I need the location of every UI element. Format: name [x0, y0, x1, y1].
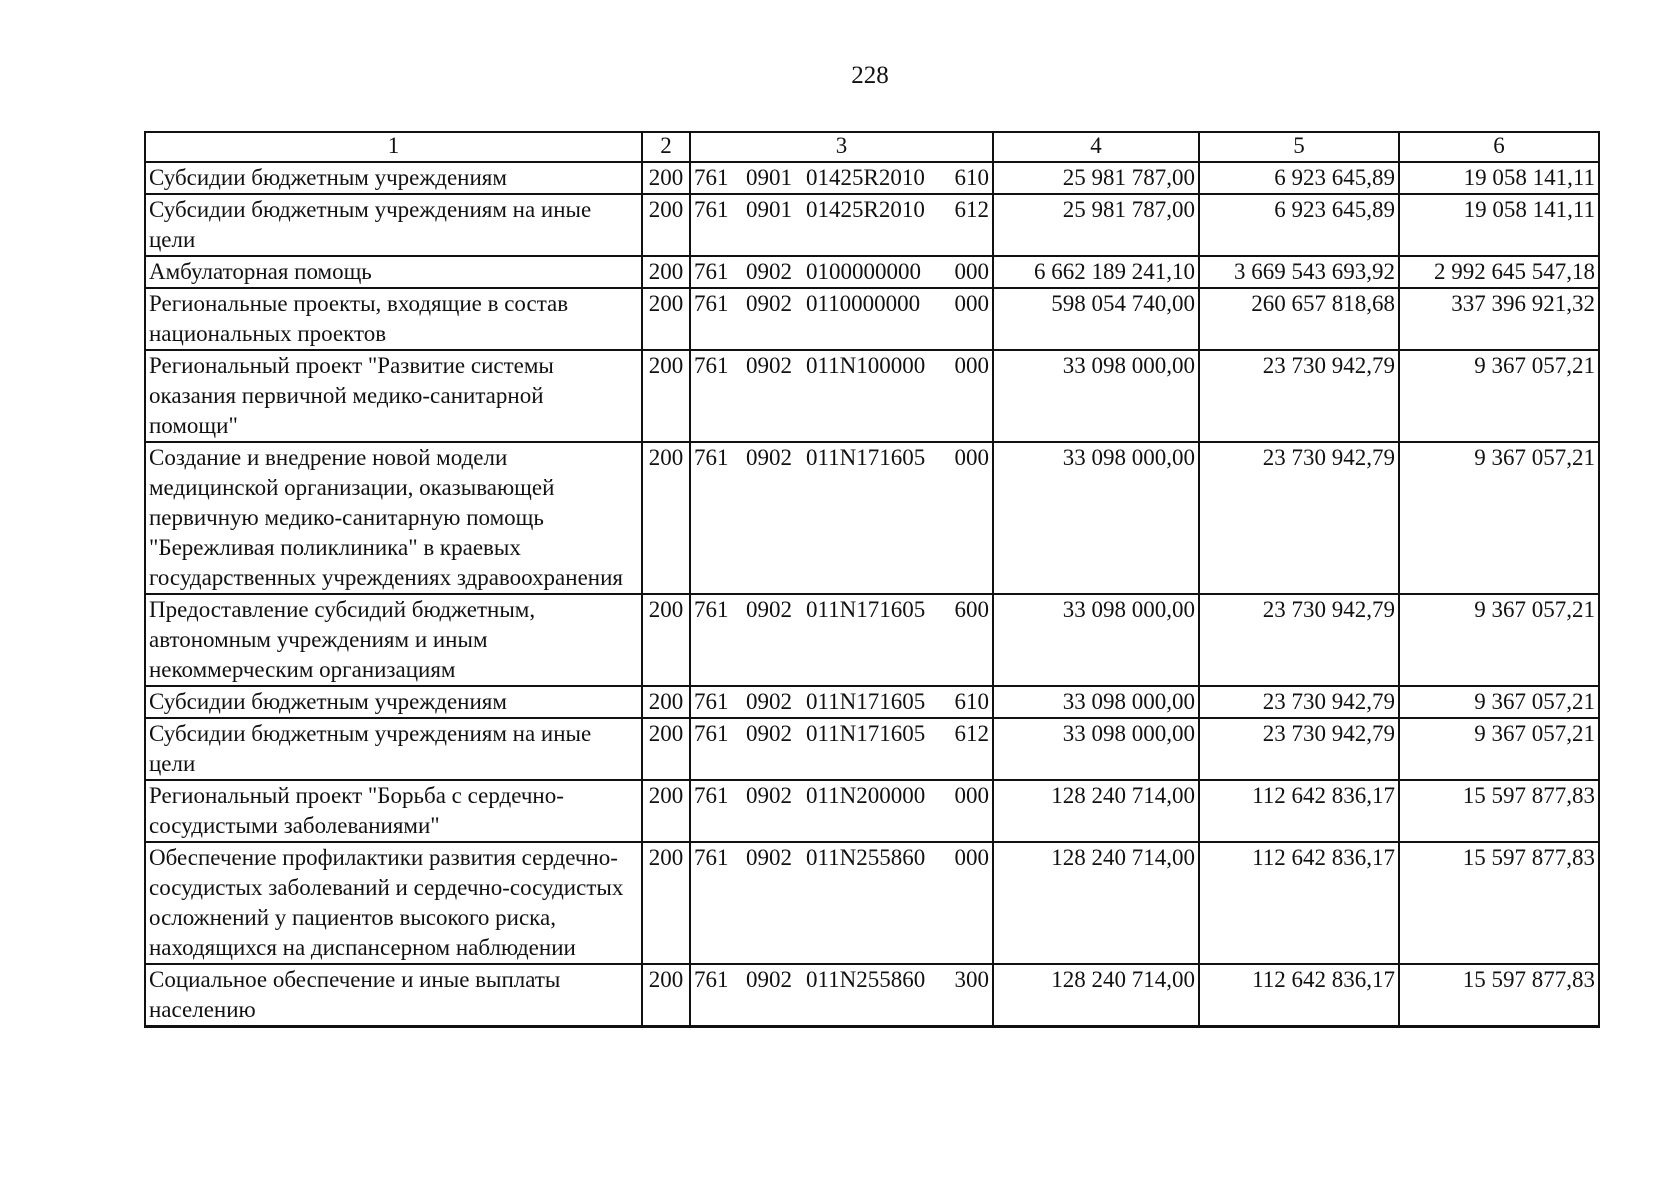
row-name: Создание и внедрение новой модели медицинской организации, оказывающей первичную медико-санитарную помощь "Бережливая поликлиника" в краевых государственных учреждениях здравоохранения	[145, 442, 642, 594]
department-code: 761	[694, 845, 729, 870]
grbs-code: 200	[642, 718, 690, 780]
budget-classification-codes	[690, 442, 993, 594]
page-number: 228	[851, 62, 889, 89]
target-item-code: 011N255860	[806, 845, 926, 870]
section-code: 0902	[746, 967, 792, 992]
column-6-value: 2 992 645 547,18	[1399, 256, 1599, 288]
column-6-value: 15 597 877,83	[1399, 964, 1599, 1027]
table-row	[145, 162, 1599, 194]
column-4-value: 33 098 000,00	[993, 718, 1199, 780]
row-name: Обеспечение профилактики развития сердечно-сосудистых заболеваний и сердечно-сосудистых осложнений у пациентов высокого риска, находящихся на диспансерном наблюдении	[145, 842, 642, 964]
table-row	[145, 256, 1599, 288]
table-row	[145, 442, 1599, 594]
column-4-value: 598 054 740,00	[993, 288, 1199, 350]
budget-classification-codes	[690, 594, 993, 686]
department-code: 761	[694, 721, 729, 746]
section-code: 0901	[746, 197, 792, 222]
column-5-value: 23 730 942,79	[1199, 594, 1399, 686]
column-header: 3	[690, 132, 993, 162]
target-item-code: 0110000000	[806, 291, 921, 316]
budget-table	[144, 131, 1600, 1028]
column-5-value: 23 730 942,79	[1199, 686, 1399, 718]
expense-kind-code: 000	[954, 445, 989, 470]
column-4-value: 6 662 189 241,10	[993, 256, 1199, 288]
column-5-value: 112 642 836,17	[1199, 964, 1399, 1027]
row-name: Региональный проект "Борьба с сердечно-сосудистыми заболеваниями"	[145, 780, 642, 842]
grbs-code: 200	[642, 194, 690, 256]
column-6-value: 15 597 877,83	[1399, 842, 1599, 964]
grbs-code: 200	[642, 350, 690, 442]
department-code: 761	[694, 597, 729, 622]
grbs-code: 200	[642, 964, 690, 1027]
column-6-value: 19 058 141,11	[1399, 162, 1599, 194]
row-name: Региональные проекты, входящие в состав национальных проектов	[145, 288, 642, 350]
budget-classification-codes	[690, 162, 993, 194]
table-row	[145, 780, 1599, 842]
row-name: Региональный проект "Развитие системы оказания первичной медико-санитарной помощи"	[145, 350, 642, 442]
expense-kind-code: 300	[954, 967, 989, 992]
budget-classification-codes	[690, 964, 993, 1027]
row-name: Амбулаторная помощь	[145, 256, 642, 288]
expense-kind-code: 000	[954, 845, 989, 870]
row-name: Субсидии бюджетным учреждениям	[145, 686, 642, 718]
column-5-value: 112 642 836,17	[1199, 842, 1399, 964]
column-5-value: 260 657 818,68	[1199, 288, 1399, 350]
column-6-value: 9 367 057,21	[1399, 442, 1599, 594]
budget-classification-codes	[690, 718, 993, 780]
department-code: 761	[694, 353, 729, 378]
column-header: 6	[1399, 132, 1599, 162]
column-header: 4	[993, 132, 1199, 162]
department-code: 761	[694, 259, 729, 284]
budget-classification-codes	[690, 686, 993, 718]
target-item-code: 01425R2010	[806, 197, 925, 222]
section-code: 0901	[746, 165, 792, 190]
column-5-value: 23 730 942,79	[1199, 442, 1399, 594]
section-code: 0902	[746, 353, 792, 378]
department-code: 761	[694, 445, 729, 470]
expense-kind-code: 612	[954, 197, 989, 222]
row-name: Социальное обеспечение и иные выплаты населению	[145, 964, 642, 1027]
section-code: 0902	[746, 689, 792, 714]
section-code: 0902	[746, 721, 792, 746]
column-5-value: 3 669 543 693,92	[1199, 256, 1399, 288]
column-header: 2	[642, 132, 690, 162]
expense-kind-code: 000	[954, 259, 989, 284]
expense-kind-code: 600	[954, 597, 989, 622]
column-header: 1	[145, 132, 642, 162]
column-4-value: 128 240 714,00	[993, 780, 1199, 842]
column-4-value: 33 098 000,00	[993, 350, 1199, 442]
column-5-value: 23 730 942,79	[1199, 718, 1399, 780]
column-4-value: 25 981 787,00	[993, 162, 1199, 194]
section-code: 0902	[746, 445, 792, 470]
target-item-code: 01425R2010	[806, 165, 925, 190]
target-item-code: 011N200000	[806, 783, 926, 808]
grbs-code: 200	[642, 288, 690, 350]
table-row	[145, 964, 1599, 1027]
table-row	[145, 288, 1599, 350]
table-row	[145, 194, 1599, 256]
column-5-value: 23 730 942,79	[1199, 350, 1399, 442]
column-6-value: 337 396 921,32	[1399, 288, 1599, 350]
section-code: 0902	[746, 291, 792, 316]
department-code: 761	[694, 783, 729, 808]
grbs-code: 200	[642, 780, 690, 842]
expense-kind-code: 000	[954, 353, 989, 378]
table-row	[145, 686, 1599, 718]
section-code: 0902	[746, 783, 792, 808]
expense-kind-code: 000	[954, 783, 989, 808]
column-6-value: 9 367 057,21	[1399, 350, 1599, 442]
target-item-code: 011N171605	[806, 445, 926, 470]
row-name: Субсидии бюджетным учреждениям на иные цели	[145, 718, 642, 780]
department-code: 761	[694, 689, 729, 714]
target-item-code: 011N100000	[806, 353, 926, 378]
section-code: 0902	[746, 597, 792, 622]
expense-kind-code: 612	[954, 721, 989, 746]
budget-classification-codes	[690, 288, 993, 350]
target-item-code: 011N171605	[806, 721, 926, 746]
grbs-code: 200	[642, 842, 690, 964]
column-4-value: 33 098 000,00	[993, 594, 1199, 686]
row-name: Предоставление субсидий бюджетным, автономным учреждениям и иным некоммерческим организациям	[145, 594, 642, 686]
section-code: 0902	[746, 845, 792, 870]
column-4-value: 128 240 714,00	[993, 964, 1199, 1027]
table-row	[145, 718, 1599, 780]
grbs-code: 200	[642, 686, 690, 718]
budget-classification-codes	[690, 780, 993, 842]
expense-kind-code: 610	[954, 689, 989, 714]
column-header: 5	[1199, 132, 1399, 162]
table-row	[145, 594, 1599, 686]
column-4-value: 128 240 714,00	[993, 842, 1199, 964]
department-code: 761	[694, 291, 729, 316]
row-name: Субсидии бюджетным учреждениям на иные цели	[145, 194, 642, 256]
expense-kind-code: 610	[954, 165, 989, 190]
column-6-value: 9 367 057,21	[1399, 594, 1599, 686]
department-code: 761	[694, 967, 729, 992]
grbs-code: 200	[642, 594, 690, 686]
budget-classification-codes	[690, 256, 993, 288]
target-item-code: 011N171605	[806, 597, 926, 622]
column-4-value: 25 981 787,00	[993, 194, 1199, 256]
column-6-value: 9 367 057,21	[1399, 718, 1599, 780]
budget-classification-codes	[690, 842, 993, 964]
grbs-code: 200	[642, 256, 690, 288]
target-item-code: 011N255860	[806, 967, 926, 992]
grbs-code: 200	[642, 442, 690, 594]
column-4-value: 33 098 000,00	[993, 442, 1199, 594]
table-row	[145, 350, 1599, 442]
table-header-row	[145, 132, 1599, 162]
column-5-value: 6 923 645,89	[1199, 194, 1399, 256]
column-5-value: 6 923 645,89	[1199, 162, 1399, 194]
column-5-value: 112 642 836,17	[1199, 780, 1399, 842]
table-row	[145, 842, 1599, 964]
budget-classification-codes	[690, 194, 993, 256]
department-code: 761	[694, 165, 729, 190]
section-code: 0902	[746, 259, 792, 284]
column-4-value: 33 098 000,00	[993, 686, 1199, 718]
department-code: 761	[694, 197, 729, 222]
column-6-value: 9 367 057,21	[1399, 686, 1599, 718]
grbs-code: 200	[642, 162, 690, 194]
column-6-value: 19 058 141,11	[1399, 194, 1599, 256]
target-item-code: 0100000000	[806, 259, 921, 284]
row-name: Субсидии бюджетным учреждениям	[145, 162, 642, 194]
budget-classification-codes	[690, 350, 993, 442]
target-item-code: 011N171605	[806, 689, 926, 714]
column-6-value: 15 597 877,83	[1399, 780, 1599, 842]
expense-kind-code: 000	[954, 291, 989, 316]
